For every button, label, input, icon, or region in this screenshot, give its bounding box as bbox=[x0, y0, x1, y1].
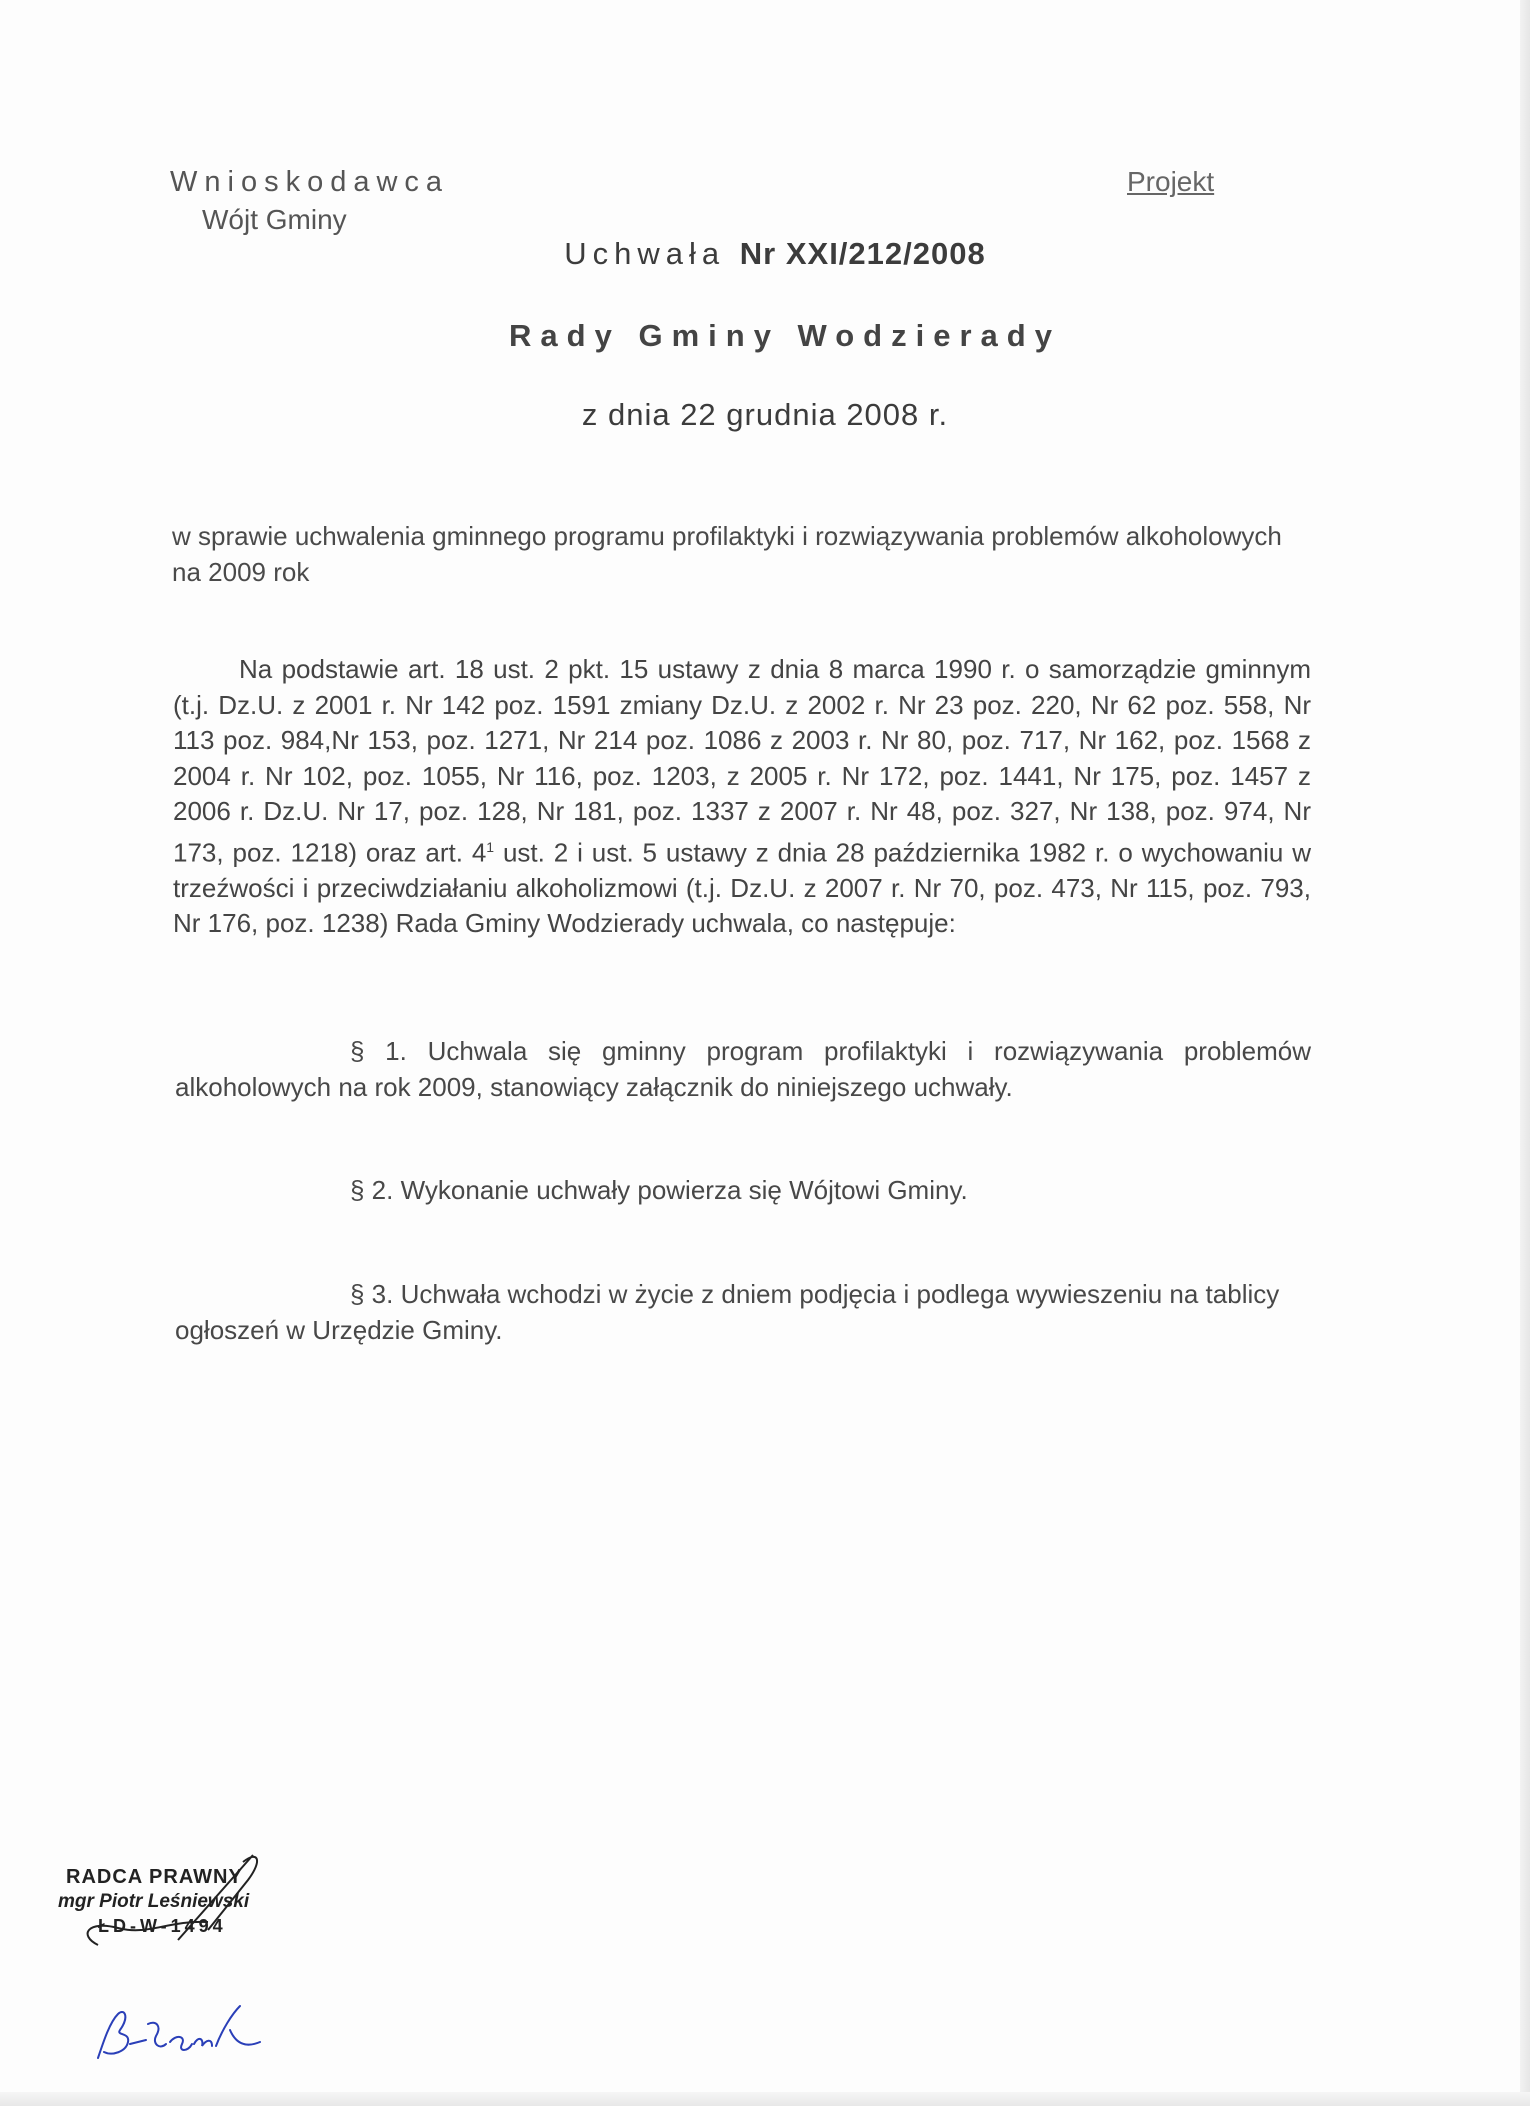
resolution-subject: w sprawie uchwalenia gminnego programu profilaktyki i rozwiązywania problemów alkoholowych na 2009 rok bbox=[172, 521, 1282, 587]
resolution-date: z dnia 22 grudnia 2008 r. bbox=[581, 397, 949, 432]
resolution-title-prefix: Uchwała bbox=[564, 236, 726, 271]
stamp-name: mgr Piotr Leśniewski bbox=[58, 1891, 250, 1912]
section-1: § 1. Uchwala się gminny program profilaktyki i rozwiązywania problemów alkoholowych na rok 2009, stanowiący załącznik do niniejszego uchwały. bbox=[175, 1036, 1311, 1102]
signature-icon bbox=[90, 2000, 280, 2075]
legal-basis-paragraph bbox=[173, 652, 1311, 942]
draft-label: Projekt bbox=[1127, 166, 1215, 197]
legal-basis-text-continued: ust. 2 i ust. 5 ustawy z dnia 28 października 1982 r. o wychowaniu w trzeźwości i przeciwdziałaniu alkoholizmowi (t.j. Dz.U. z 2007 r. Nr 70, poz. 473, Nr 115, poz. 793, Nr 176, poz. 1238) Rada Gminy Wodzierady uchwala, co następuje: bbox=[173, 837, 1312, 939]
section-3: § 3. Uchwała wchodzi w życie z dniem podjęcia i podlega wywieszeniu na tablicy ogłoszeń w Urzędzie Gminy. bbox=[175, 1279, 1280, 1345]
stamp-signature-icon bbox=[58, 1850, 298, 1950]
handwritten-signature bbox=[90, 2000, 280, 2080]
resolution-title bbox=[0, 236, 1530, 272]
stamp-number: ŁD-W-1494 bbox=[98, 1916, 227, 1936]
resolution-number: Nr XXI/212/2008 bbox=[739, 236, 986, 271]
legal-basis-text: Na podstawie art. 18 ust. 2 pkt. 15 ustawy z dnia 8 marca 1990 r. o samorządzie gminnym (t.j. Dz.U. z 2001 r. Nr 142 poz. 1591 zmiany Dz.U. z 2002 r. Nr 23 poz. 220, Nr 62 poz. 558, Nr 113 poz. 984,Nr 153, poz. 1271, Nr 214 poz. 1086 z 2003 r. Nr 80, poz. 717, Nr 162, poz. 1568 z 2004 r. Nr 102, poz. 1055, Nr 116, poz. 1203, z 2005 r. Nr 172, poz. 1441, Nr 175, poz. 1457 z 2006 r. Dz.U. Nr 17, poz. 128, Nr 181, poz. 1337 z 2007 r. Nr 48, poz. 327, Nr 138, poz. 974, Nr 173, poz. 1218) oraz art. 4 bbox=[173, 654, 1311, 868]
scan-edge-bottom bbox=[0, 2092, 1530, 2106]
applicant-name: Wójt Gminy bbox=[202, 204, 347, 235]
council-name: Rady Gminy Wodzierady bbox=[509, 318, 1061, 353]
stamp-title: RADCA PRAWNY bbox=[66, 1866, 243, 1888]
legal-counsel-stamp bbox=[58, 1850, 298, 1950]
section-2: § 2. Wykonanie uchwały powierza się Wójtowi Gminy. bbox=[350, 1175, 968, 1205]
applicant-label: Wnioskodawca bbox=[170, 166, 450, 198]
legal-basis-superscript: 1 bbox=[486, 838, 495, 855]
scan-edge-right bbox=[1520, 0, 1530, 2106]
